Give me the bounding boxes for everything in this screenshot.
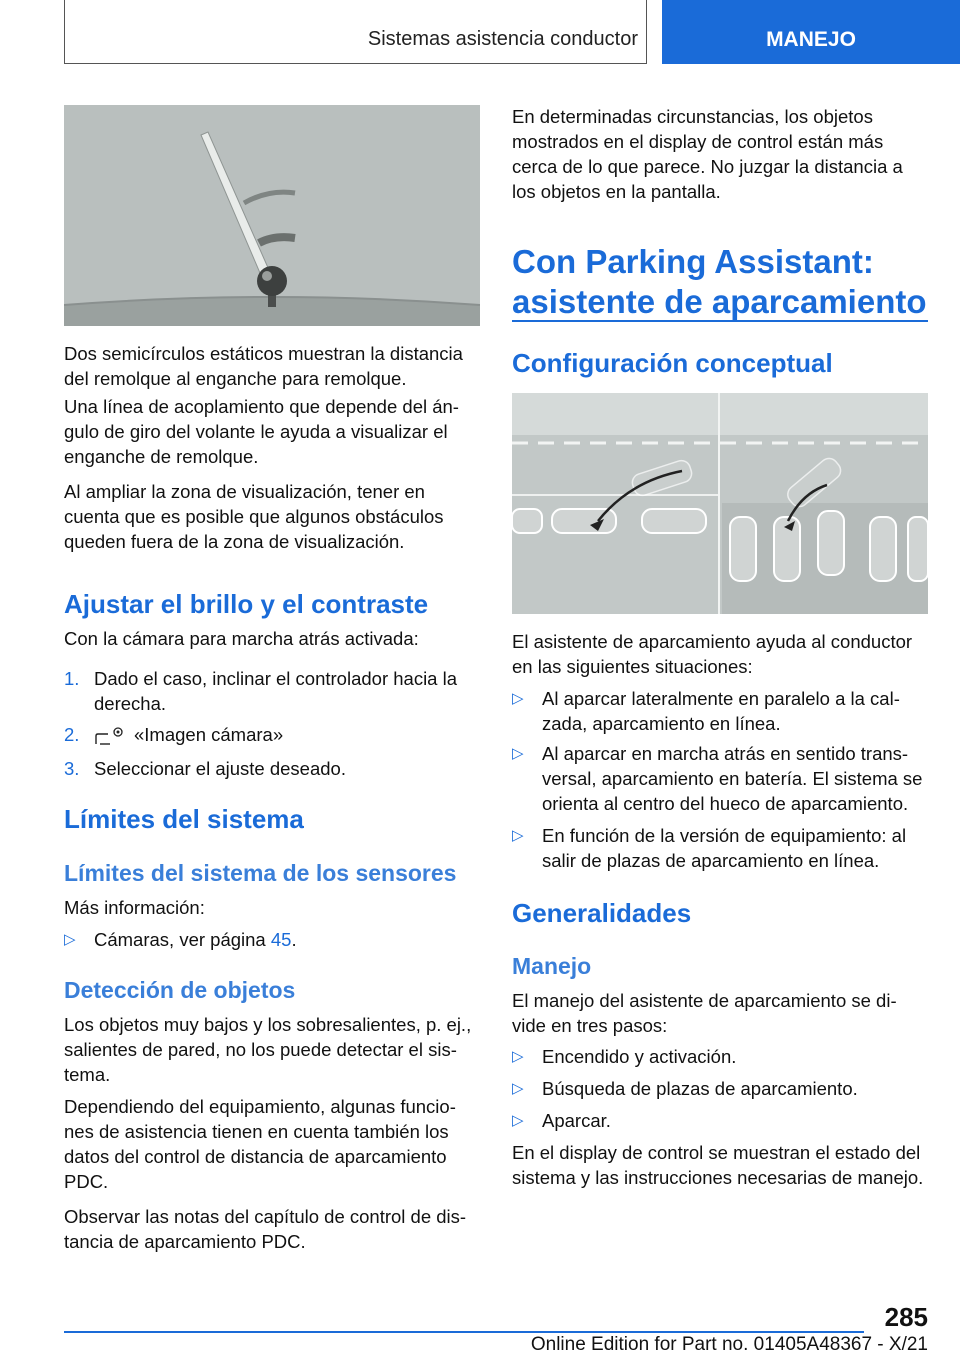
step-number: 2. [64,724,80,745]
paragraph: Más información: [64,897,205,918]
heading-configuracion: Configuración conceptual [512,348,833,378]
page-header [0,0,960,66]
paragraph: Dos semicírculos estáticos muestran la distancia del remolque al enganche para remolque. [64,343,463,389]
paragraph: En determinadas circunstancias, los objetos mostrados en el display de control están más cerca de lo que parece. No juzgar la distancia a los objetos en la pantalla. [512,106,903,202]
list-item [64,722,480,747]
heading-parking-assistant: Con Parking Assistant: asistente de aparcamiento [512,243,927,320]
paragraph: Con la cámara para marcha atrás activada: [64,628,419,649]
heading-limites: Límites del sistema [64,804,304,834]
bullet-text: Aparcar. [542,1110,611,1131]
list-item [64,666,480,716]
paragraph: Los objetos muy bajos y los sobresalientes, p. ej., salientes de pared, no los puede detectar el sis-tema. [64,1014,472,1085]
list-item [64,756,480,781]
footer-rule [64,1331,864,1333]
edition-text: Online Edition for Part no. 01405A48367 - X/21 [530,1334,928,1355]
paragraph: Dependiendo del equipamiento, algunas funcio-nes de asistencia tienen en cuenta también los datos del control de distancia de aparcamiento PDC. [64,1096,456,1192]
page-number: 285 [884,1302,928,1332]
step-text: «Imagen cámara» [134,724,284,745]
paragraph: En el display de control se muestran el estado del sistema y las instrucciones necesarias de manejo. [512,1142,924,1188]
step-text: Seleccionar el ajuste deseado. [94,758,346,779]
bullet-text: Encendido y activación. [542,1046,737,1067]
step-number: 1. [64,668,80,689]
bullet-text: En función de la versión de equipamiento: al salir de plazas de aparcamiento en línea. [542,825,907,871]
heading-generalidades: Generalidades [512,898,692,928]
step-number: 3. [64,758,80,779]
triangle-bullet-icon: ▷ [512,1112,524,1129]
step-text: Dado el caso, inclinar el controlador hacia la derecha. [94,668,458,714]
parking-concept-image [512,393,928,614]
camera-settings-icon [94,724,126,746]
list-item [512,686,928,736]
list-item [512,1076,928,1101]
bullet-text: Cámaras, ver página [94,929,266,950]
triangle-bullet-icon: ▷ [64,931,76,948]
bullet-text: Al aparcar lateralmente en paralelo a la cal-zada, aparcamiento en línea. [542,688,900,734]
heading-brillo: Ajustar el brillo y el contraste [64,589,429,619]
heading-rule [512,320,928,322]
paragraph: Una línea de acoplamiento que depende del án-gulo de giro del volante le ayuda a visualizar el enganche de remolque. [64,396,459,467]
page-link[interactable]: 45 [270,929,292,950]
chapter-tab-label: MANEJO [766,28,856,51]
list-item [512,823,928,873]
list-item [512,1108,928,1133]
paragraph: El asistente de aparcamiento ayuda al conductor en las siguientes situaciones: [512,631,913,677]
chapter-tab[interactable] [662,0,960,64]
camera-coupling-image [64,105,480,326]
paragraph: Observar las notas del capítulo de control de dis-tancia de aparcamiento PDC. [64,1206,467,1252]
triangle-bullet-icon: ▷ [512,1048,524,1065]
punctuation: . [291,929,297,950]
heading-deteccion: Detección de objetos [64,977,296,1003]
bullet-text: Al aparcar en marcha atrás en sentido trans-versal, aparcamiento en batería. El sistema se orienta al centro del hueco de aparcamiento. [542,743,923,814]
triangle-bullet-icon: ▷ [512,745,524,762]
paragraph: El manejo del asistente de aparcamiento se di-vide en tres pasos: [512,990,897,1036]
bullet-text: Búsqueda de plazas de aparcamiento. [542,1078,858,1099]
triangle-bullet-icon: ▷ [512,1080,524,1097]
heading-manejo: Manejo [512,953,592,979]
triangle-bullet-icon: ▷ [512,827,524,844]
heading-sensores: Límites del sistema de los sensores [64,860,457,886]
triangle-bullet-icon: ▷ [512,690,524,707]
list-item [512,1044,928,1069]
section-title: Sistemas asistencia conductor [367,28,638,50]
list-item [64,927,480,952]
paragraph: Al ampliar la zona de visualización, tener en cuenta que es posible que algunos obstáculos queden fuera de la zona de visualización. [64,481,444,552]
list-item [512,741,928,816]
